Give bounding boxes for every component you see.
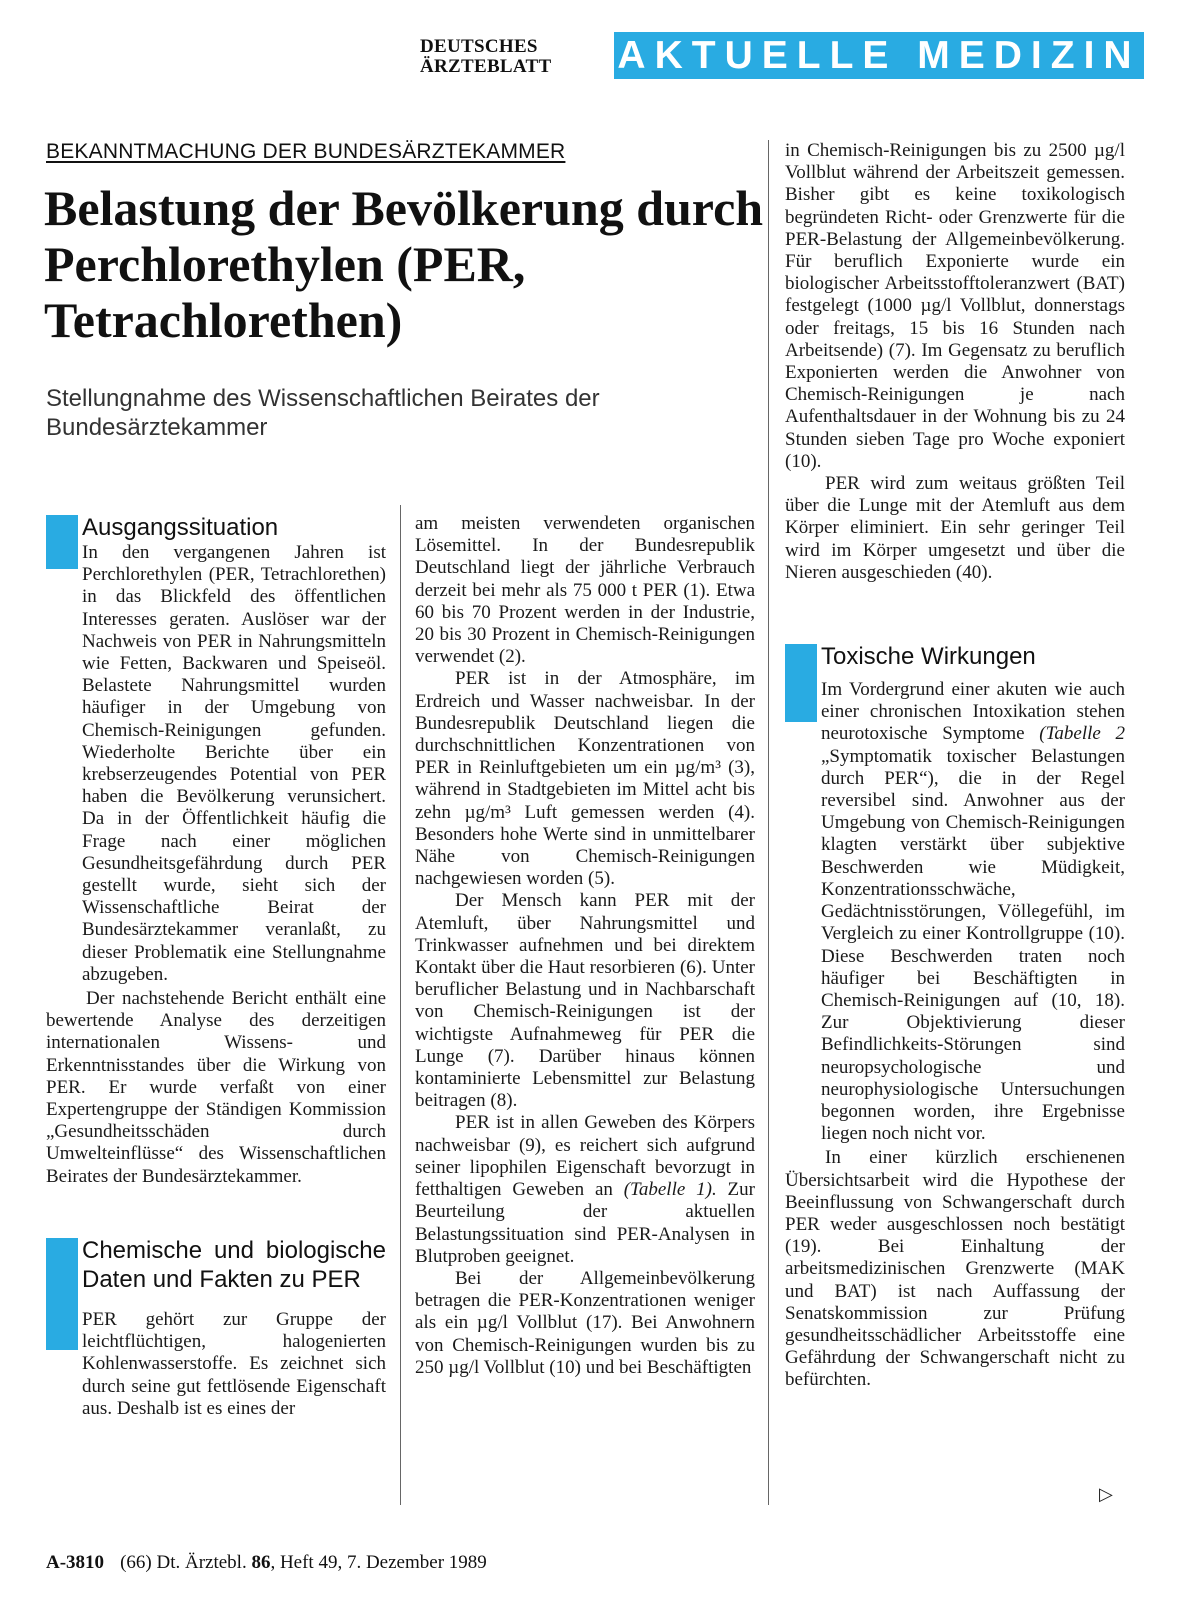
column-2 xyxy=(415,513,755,1379)
page-number: A-3810 xyxy=(46,1552,105,1573)
section-heading: Chemische und biologische Daten und Fakten zu PER xyxy=(82,1236,386,1293)
text-run: Im Vordergrund einer akuten wie auch einer chronischen Intoxikation stehen neurotoxische Symptome xyxy=(821,679,1125,745)
column-1 xyxy=(46,513,386,1422)
kicker: BEKANNTMACHUNG DER BUNDESÄRZTEKAMMER xyxy=(46,140,566,163)
column-divider xyxy=(768,140,769,1505)
column-divider xyxy=(400,505,401,1505)
article-title: Belastung der Bevölkerung durch Perchlorethylen (PER, Tetrachlorethen) xyxy=(44,180,764,348)
column-3 xyxy=(785,140,1125,1392)
paragraph xyxy=(785,679,1125,1145)
paragraph: Der Mensch kann PER mit der Atemluft, über Nahrungsmittel und Trinkwasser aufnehmen und bei direktem Kontakt über die Haut resorbieren (6). Unter beruflicher Belastung und in Nachbarschaft von Chemisch-Reinigungen ist der wichtigste Aufnahmeweg für PER die Lunge (7). Darüber hinaus können kontaminierte Lebensmittel zur Belastung beitragen (8). xyxy=(415,890,755,1112)
paragraph: PER ist in der Atmosphäre, im Erdreich und Wasser nachweisbar. In der Bundesrepublik Deutschland liegen die durchschnittlichen Konzentrationen von PER in Reinluftgebieten um ein µg/m³ (3), während in Stadtgebieten im Mittel acht bis zehn µg/m³ Luft gemessen werden (4). Besonders hohe Werte sind in unmittelbarer Nähe von Chemisch-Reinigungen nachgewiesen worden (5). xyxy=(415,668,755,890)
masthead-line-1: DEUTSCHES xyxy=(420,36,538,57)
section-toxische-wirkungen xyxy=(785,642,1125,1145)
continue-arrow-icon: ▷ xyxy=(1099,1484,1113,1505)
paragraph: In einer kürzlich erschienenen Übersichtsarbeit wird die Hypothese der Beeinflussung von Schwangerschaft durch PER weder ausgeschlossen noch bestätigt (19). Bei Einhaltung der arbeitsmedizinischen Grenzwerte (MAK und BAT) ist nach Auffassung der Senatskommission zur Prüfung gesundheitsschädlicher Arbeitsstoffe eine Gefährdung der Schwangerschaft nicht zu befürchten. xyxy=(785,1147,1125,1391)
journal-masthead xyxy=(420,37,590,87)
masthead-line-2: ÄRZTEBLATT xyxy=(420,56,552,77)
section-marker xyxy=(46,1238,78,1350)
paragraph: In den vergangenen Jahren ist Perchlorethylen (PER, Tetrachlorethen) in das Blickfeld des öffentlichen Interesses geraten. Auslöser war der Nachweis von PER in Nahrungsmitteln wie Fetten, Backwaren und Speiseöl. Belastete Nahrungsmittel wurden häufiger in der Umgebung von Chemisch-Reinigungen gefunden. Wiederholte Berichte über ein krebserzeugendes Potential von PER haben die Bevölkerung verunsichert. Da in der Öffentlichkeit häufig die Frage nach einer möglichen Gesundheitsgefährdung durch PER gestellt wurde, sieht sich der Wissenschaftliche Beirat der Bundesärztekammer veranlaßt, zu dieser Problematik eine Stellungnahme abzugeben. xyxy=(82,542,386,985)
table-reference: (Tabelle 1). xyxy=(623,1179,717,1201)
section-banner: AKTUELLE MEDIZIN xyxy=(614,32,1144,79)
paragraph: in Chemisch-Reinigungen bis zu 2500 µg/l Vollblut während der Arbeitszeit gemessen. Bisher gibt es keine toxikologisch begründeten Richt- oder Grenzwerte für die PER-Belastung der Allgemeinbevölkerung. Für beruflich Exponierte wurde ein biologischer Arbeitsstofftoleranzwert (BAT) festgelegt (1000 µg/l Vollblut, donnerstags oder freitags, 15 bis 16 Stunden nach Arbeitsende) (7). Im Gegensatz zu beruflich Exponierten werden die Anwohner von Chemisch-Reinigungen je nach Aufenthaltsdauer in der Wohnung bis zu 24 Stunden sieben Tage pro Woche exponiert (10). xyxy=(785,140,1125,472)
text-run: Zur Beurteilung der aktuellen Belastungssituation sind PER-Analysen in Blutproben geeignet. xyxy=(415,1179,755,1267)
paragraph xyxy=(415,1112,755,1267)
citation-text: , Heft 49, 7. Dezember 1989 xyxy=(270,1552,487,1573)
section-marker xyxy=(46,515,78,569)
paragraph: am meisten verwendeten organischen Lösemittel. In der Bundesrepublik Deutschland liegt der jährliche Verbrauch derzeit bei mehr als 75 000 t PER (1). Etwa 60 bis 70 Prozent werden in der Industrie, 20 bis 30 Prozent in Chemisch-Reinigungen verwendet (2). xyxy=(415,513,755,668)
section-heading: Ausgangssituation xyxy=(82,514,279,541)
article-subtitle: Stellungnahme des Wissenschaftlichen Beirates der Bundesärztekammer xyxy=(46,385,600,441)
paragraph: PER gehört zur Gruppe der leichtflüchtigen, halogenierten Kohlenwasserstoffe. Es zeichnet sich durch seine gut fettlösende Eigenschaft aus. Deshalb ist es eines der xyxy=(82,1308,386,1419)
citation-text: (66) Dt. Ärztebl. xyxy=(120,1552,252,1573)
table-reference: (Tabelle 2 xyxy=(1039,723,1125,745)
paragraph: Der nachstehende Bericht enthält eine bewertende Analyse des derzeitigen internationalen Wissens- und Erkenntnisstandes über die Wirkung von PER. Er wurde verfaßt von einer Expertengruppe der Ständigen Kommission „Gesundheitsschäden durch Umwelteinflüsse“ des Wissenschaftlichen Beirates der Bundesärztekammer. xyxy=(46,988,386,1187)
text-run: „Symptomatik toxischer Belastungen durch PER“), die in der Regel reversibel sind. Anwohner aus der Umgebung von Chemisch-Reinigungen klagten verstärkt über subjektive Beschwerden wie Müdigkeit, Konzentrationsschwäche, Gedächtnisstörungen, Völlegefühl, im Vergleich zu einer Kontrollgruppe (10). Diese Beschwerden traten noch häufiger bei Beschäftigten in Chemisch-Reinigungen auf (10, 18). Zur Objektivierung dieser Befindlichkeits-Störungen sind neuropsychologische und neurophysiologische Untersuchungen begonnen worden, ihre Ergebnisse liegen noch nicht vor. xyxy=(821,745,1125,1145)
paragraph: PER wird zum weitaus größten Teil über die Lunge mit der Atemluft aus dem Körper eliminiert. Ein sehr geringer Teil wird im Körper umgesetzt und über die Nieren ausgeschieden (40). xyxy=(785,473,1125,583)
volume-number: 86 xyxy=(251,1552,271,1573)
section-ausgangssituation xyxy=(46,513,386,986)
section-chemische-daten xyxy=(46,1236,386,1420)
page-footer xyxy=(46,1552,487,1574)
text-run: PER ist in allen Geweben des Körpers nachweisbar (9), es reichert sich aufgrund seiner lipophilen Eigenschaft bevorzugt in fetthaltigen Geweben an xyxy=(415,1112,755,1201)
section-marker xyxy=(785,644,817,722)
paragraph: Bei der Allgemeinbevölkerung betragen die PER-Konzentrationen weniger als ein µg/l Vollblut (17). Bei Anwohnern von Chemisch-Reinigungen wurden bis zu 250 µg/l Vollblut (10) und bei Beschäftigten xyxy=(415,1267,755,1378)
section-heading: Toxische Wirkungen xyxy=(821,643,1036,671)
